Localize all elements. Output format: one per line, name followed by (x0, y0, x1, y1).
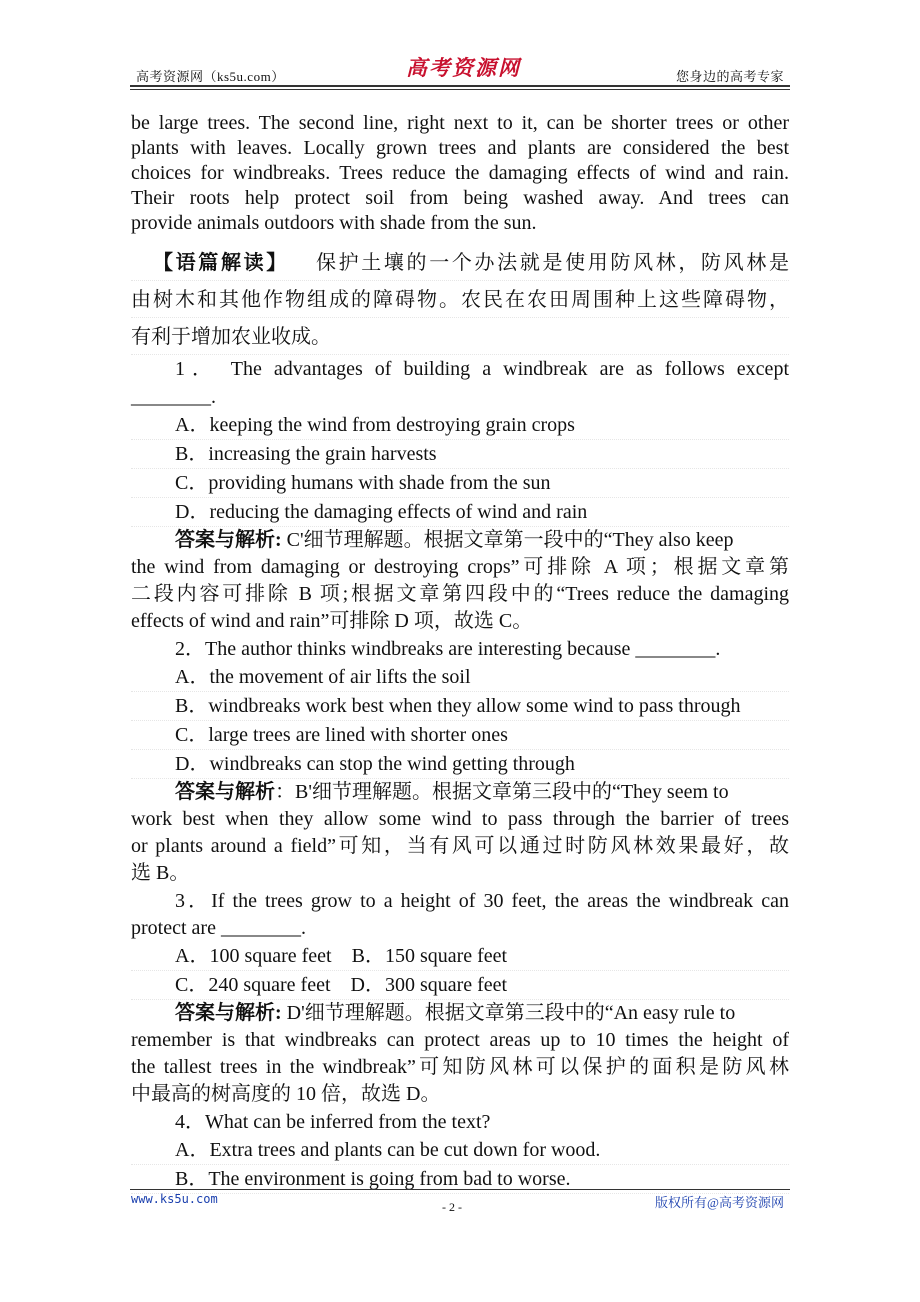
answer-line: the wind from damaging or destroying crops”可排除 A 项；根据文章第 (131, 556, 789, 578)
header-slogan: 您身边的高考专家 (675, 69, 784, 84)
question-1 (131, 355, 789, 635)
answer-line (131, 779, 789, 806)
option-b[interactable]: B．The environment is going from bad to worse. (131, 1165, 789, 1194)
option-c[interactable]: C．providing humans with shade from the sun (131, 469, 789, 498)
question-stem: ________. (131, 386, 216, 408)
question-2 (131, 635, 789, 887)
analysis-line (131, 244, 789, 281)
option-d[interactable]: D．windbreaks can stop the wind getting through (131, 750, 789, 779)
answer-label: 答案与解析 (175, 781, 275, 803)
option-c-d[interactable]: C．240 square feet D．300 square feet (131, 971, 789, 1000)
passage-line: choices for windbreaks. Trees reduce the damaging effects of wind and rain. (131, 162, 789, 184)
passage-line: provide animals outdoors with shade from the sun. (131, 212, 537, 234)
passage (131, 111, 789, 236)
answer-text: C'细节理解题。根据文章第一段中的“They also keep (281, 529, 734, 551)
answer-text: ：B'细节理解题。根据文章第三段中的“They seem to (275, 781, 729, 803)
option-a-b[interactable]: A．100 square feet B．150 square feet (131, 942, 789, 971)
question-stem: 2．The author thinks windbreaks are interesting because ________. (175, 638, 721, 660)
header-rule-thin (130, 89, 790, 90)
option-a[interactable]: A．the movement of air lifts the soil (131, 663, 789, 692)
answer-line: 中最高的树高度的 10 倍，故选 D。 (131, 1083, 441, 1105)
answer-label: 答案与解析: (175, 529, 282, 551)
answer-text: D'细节理解题。根据文章第三段中的“An easy rule to (281, 1002, 736, 1024)
analysis-line: 有利于增加农业收成。 (131, 318, 789, 355)
analysis-label: 【语篇解读】 (153, 250, 289, 274)
footer-link[interactable]: www.ks5u.com (131, 1192, 218, 1206)
analysis-line: 由树木和其他作物组成的障碍物。农民在农田周围种上这些障碍物， (131, 281, 789, 318)
analysis-text: 保护土壤的一个办法就是使用防风林，防风林是 (315, 250, 789, 274)
option-a[interactable]: A．Extra trees and plants can be cut down for wood. (131, 1136, 789, 1165)
option-d[interactable]: D．reducing the damaging effects of wind and rain (131, 498, 789, 527)
option-b[interactable]: B．windbreaks work best when they allow some wind to pass through (131, 692, 789, 721)
question-3 (131, 887, 789, 1108)
answer-line: the tallest trees in the windbreak”可知防风林可以保护的面积是防风林 (131, 1056, 789, 1078)
answer-line: or plants around a field”可知，当有风可以通过时防风林效果最好，故 (131, 835, 789, 857)
answer-line (131, 1000, 789, 1027)
header-site-name: 高考资源网（ks5u.com） (136, 69, 285, 84)
footer-rule (130, 1189, 790, 1190)
option-b[interactable]: B．increasing the grain harvests (131, 440, 789, 469)
header-rule (130, 85, 790, 87)
answer-line: 选 B。 (131, 862, 190, 884)
answer-line: effects of wind and rain”可排除 D 项，故选 C。 (131, 610, 533, 632)
passage-line: be large trees. The second line, right next to it, can be shorter trees or other (131, 112, 789, 134)
answer-line: 二段内容可排除 B 项;根据文章第四段中的“Trees reduce the damaging (131, 583, 789, 605)
option-c[interactable]: C．large trees are lined with shorter ones (131, 721, 789, 750)
question-stem: 4．What can be inferred from the text? (175, 1111, 491, 1133)
passage-line: Their roots help protect soil from being washed away. And trees can (131, 187, 789, 209)
footer-copyright: 版权所有@高考资源网 (655, 1195, 784, 1210)
answer-label: 答案与解析: (175, 1002, 282, 1024)
question-4 (131, 1108, 789, 1194)
question-stem: protect are ________. (131, 917, 306, 939)
question-stem: 1． The advantages of building a windbreak are as follows except (175, 358, 789, 380)
option-a[interactable]: A．keeping the wind from destroying grain crops (131, 411, 789, 440)
passage-analysis (131, 244, 789, 355)
answer-line: work best when they allow some wind to pass through the barrier of trees (131, 808, 789, 830)
header-logo[interactable]: 高考资源网 (406, 56, 521, 80)
page-number: - 2 - (442, 1200, 462, 1214)
answer-line (131, 527, 789, 554)
question-stem: 3．If the trees grow to a height of 30 feet, the areas the windbreak can (175, 890, 789, 912)
answer-line: remember is that windbreaks can protect areas up to 10 times the height of (131, 1029, 789, 1051)
passage-line: plants with leaves. Locally grown trees and plants are considered the best (131, 137, 789, 159)
document-body (131, 111, 789, 1194)
